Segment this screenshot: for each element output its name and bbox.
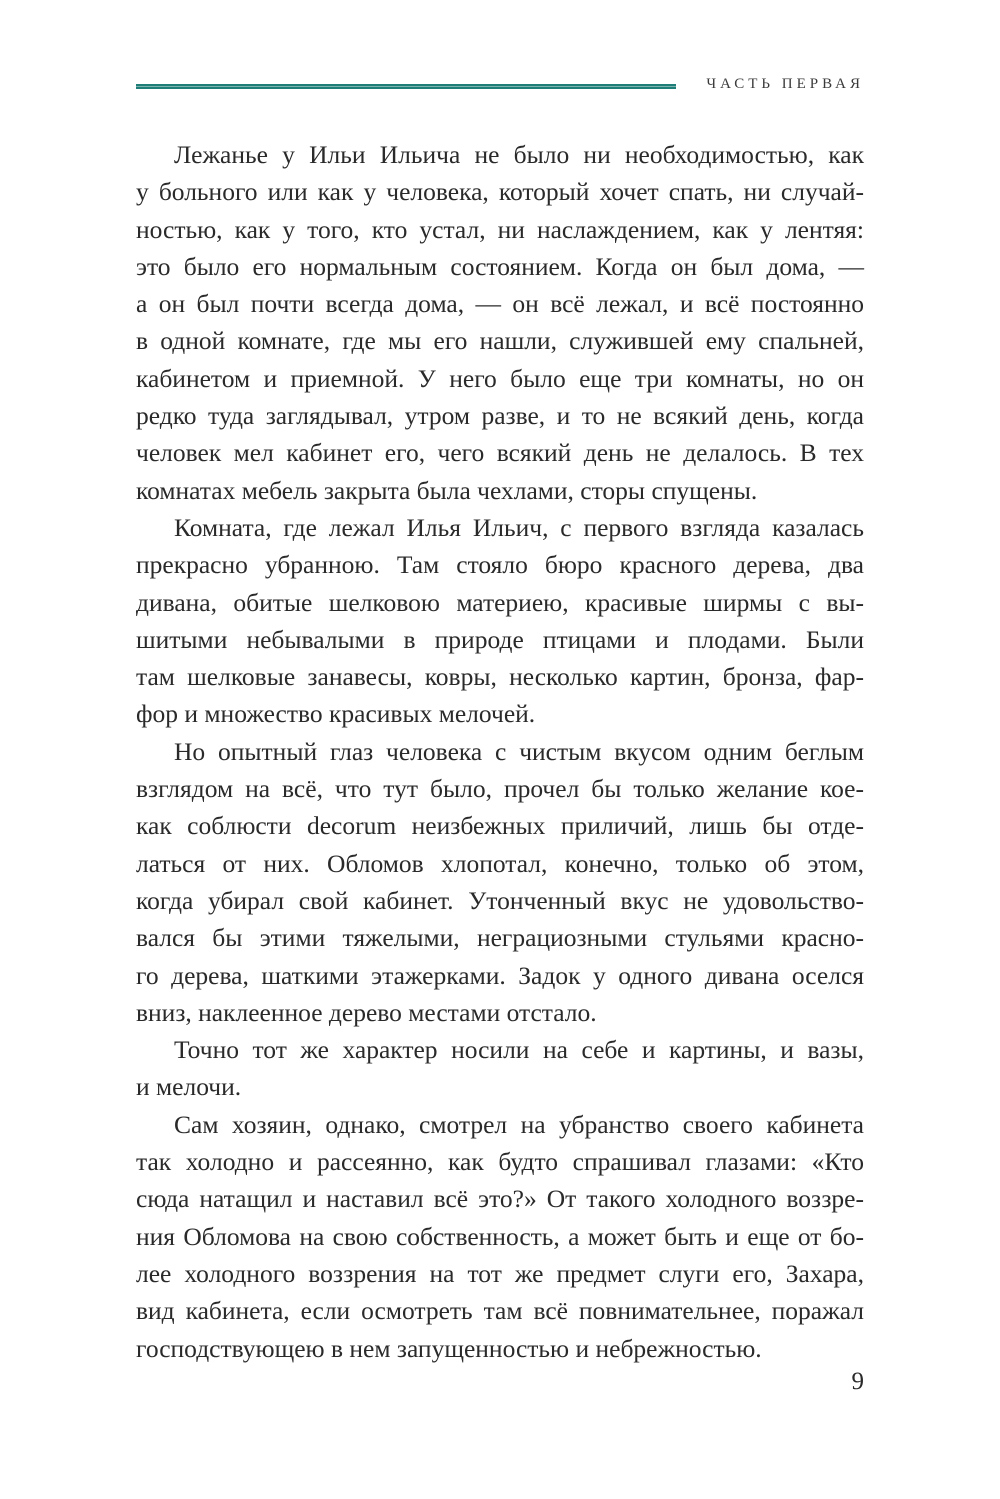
running-head-title: ЧАСТЬ ПЕРВАЯ [706, 76, 864, 92]
body-text [136, 136, 864, 1367]
text-line: шитыми небывалыми в природе птицами и плодами. Были [136, 624, 864, 654]
paragraph [136, 136, 864, 509]
text-line: взглядом на всё, что тут было, прочел бы только желание кое- [136, 774, 864, 804]
text-line: кабинетом и приемной. У него было еще три комнаты, но он [136, 363, 864, 393]
text-line: вниз, наклеенное дерево местами отстало. [136, 997, 597, 1027]
text-line: сюда натащил и наставил всё это?» От такого холодного воззре- [136, 1184, 864, 1214]
text-line: фор и множество красивых мелочей. [136, 699, 536, 729]
text-line: Лежанье у Ильи Ильича не было ни необходимостью, как [174, 140, 864, 169]
running-head-rule-inner [136, 86, 676, 87]
text-line: а он был почти всегда дома, — он всё лежал, и всё постоянно [136, 289, 864, 319]
text-line: Точно тот же характер носили на себе и картины, и вазы, [174, 1035, 864, 1065]
text-line: и мелочи. [136, 1072, 242, 1102]
text-line: так холодно и рассеянно, как будто спрашивал глазами: «Кто [136, 1147, 864, 1177]
paragraph [136, 733, 864, 1031]
running-head [136, 78, 864, 102]
paragraph [136, 1031, 864, 1106]
paragraph [136, 509, 864, 733]
paragraph [136, 1106, 864, 1367]
text-line: вался бы этими тяжелыми, неграциозными стульями красно- [136, 923, 864, 953]
text-line: ностью, как у того, кто устал, ни наслаждением, как у лентяя: [136, 214, 864, 244]
text-line: Комната, где лежал Илья Ильич, с первого взгляда казалась [174, 512, 864, 542]
text-line: Но опытный глаз человека с чистым вкусом одним беглым [174, 736, 864, 766]
text-line: господствующею в нем запущенностью и небрежностью. [136, 1333, 762, 1363]
text-line: го дерева, шаткими этажерками. Задок у одного дивана оселся [136, 960, 864, 990]
text-line: у больного или как у человека, который хочет спать, ни случай- [136, 177, 864, 207]
text-line: человек мел кабинет его, чего всякий день не делалось. В тех [136, 438, 864, 468]
text-line: лее холодного воззрения на тот же предмет слуги его, Захара, [136, 1258, 864, 1288]
text-line: в одной комнате, где мы его нашли, служившей ему спальней, [136, 326, 864, 356]
text-line: латься от них. Обломов хлопотал, конечно, только об этом, [136, 848, 864, 878]
text-line: как соблюсти decorum неизбежных приличий, лишь бы отде- [136, 811, 864, 841]
page-number: 9 [851, 1368, 864, 1395]
text-line: вид кабинета, если осмотреть там всё повнимательнее, поражал [136, 1296, 864, 1326]
text-line: это было его нормальным состоянием. Когда он был дома, — [136, 251, 864, 281]
text-line: Сам хозяин, однако, смотрел на убранство своего кабинета [174, 1109, 864, 1139]
text-line: когда убирал свой кабинет. Утонченный вкус не удовольство- [136, 885, 864, 915]
text-line: там шелковые занавесы, ковры, несколько картин, бронза, фар- [136, 662, 864, 692]
text-line: прекрасно убранною. Там стояло бюро красного дерева, два [136, 550, 864, 580]
text-line: редко туда заглядывал, утром разве, и то не всякий день, когда [136, 401, 864, 431]
text-line: комнатах мебель закрыта была чехлами, сторы спущены. [136, 475, 758, 505]
text-line: дивана, обитые шелковою материею, красивые ширмы с вы- [136, 587, 864, 617]
text-line: ния Обломова на свою собственность, а может быть и еще от бо- [136, 1221, 864, 1251]
